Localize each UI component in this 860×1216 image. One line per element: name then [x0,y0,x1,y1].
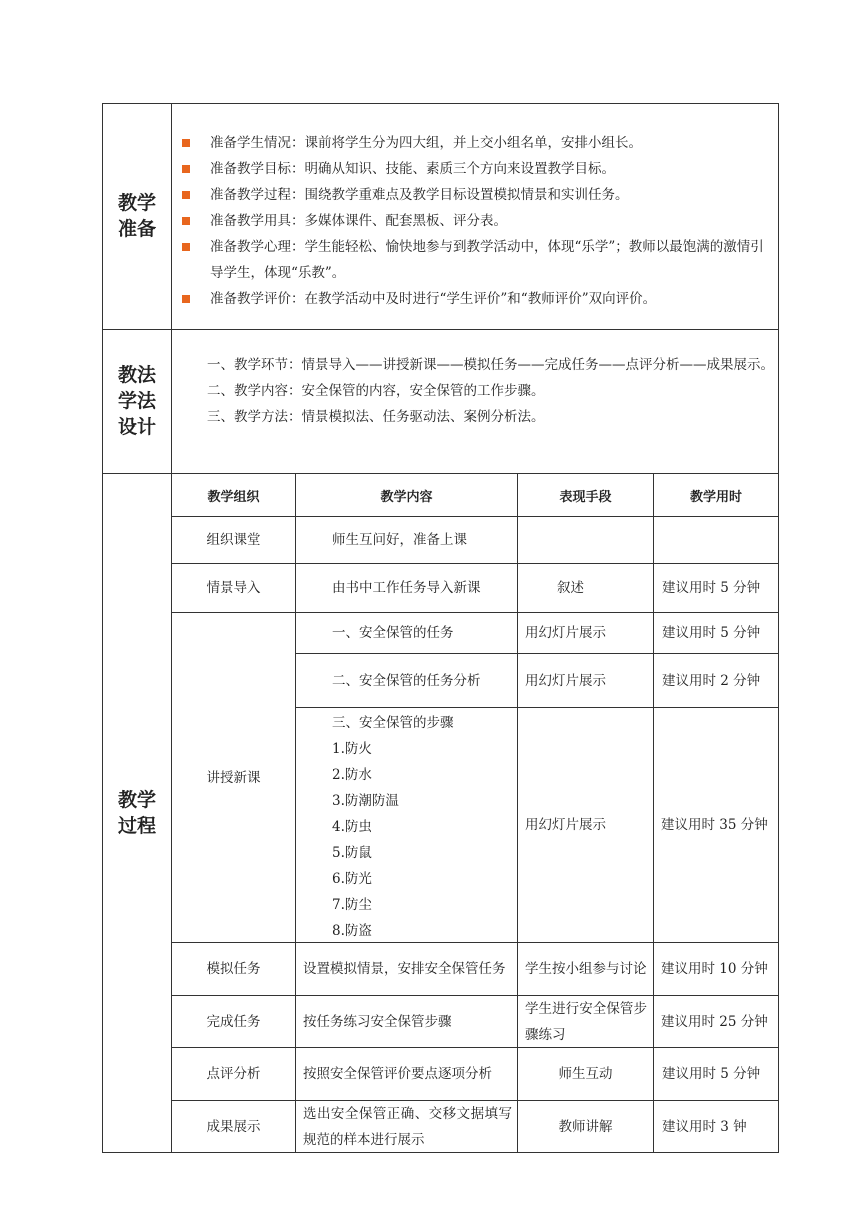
list-item: 准备教学目标：明确从知识、技能、素质三个方向来设置教学目标。 [182,156,774,182]
section-label-preparation: 教学 准备 [117,192,156,240]
time-cell: 建议用时 5 分钟 [662,625,761,641]
square-bullet-icon [182,165,190,173]
list-item: 2.防水 [332,767,372,783]
methods-text [180,352,774,430]
method-paragraph: 三、教学方法：情景模拟法、任务驱动法、案例分析法。 [207,409,545,425]
method-paragraph: 二、教学内容：安全保管的内容，安全保管的工作步骤。 [207,383,545,399]
list-item: 4.防虫 [332,819,372,835]
time-cell: 建议用时 3 钟 [662,1119,747,1135]
section-label-methods: 教法 学法 设计 [117,364,156,438]
section-label-process: 教学 过程 [117,789,156,837]
square-bullet-icon [182,243,190,251]
time-cell: 建议用时 35 分钟 [661,817,768,833]
org-cell: 组织课堂 [206,532,261,548]
col-line [653,473,654,1153]
list-item: 7.防尘 [332,897,372,913]
org-cell: 完成任务 [206,1013,261,1030]
time-cell [662,517,772,563]
col-line [295,473,296,1153]
list-item: 5.防鼠 [332,845,372,861]
time-cell: 建议用时 5 分钟 [662,1066,761,1082]
list-item: 3.防潮防温 [332,793,399,809]
content-cell: 按任务练习安全保管步骤 [303,1013,452,1030]
org-cell: 点评分析 [206,1066,261,1082]
means-cell: 叙述 [557,580,584,596]
content-cell: 设置模拟情景，安排安全保管任务 [303,961,506,977]
time-cell: 建议用时 2 分钟 [662,672,761,689]
time-cell: 建议用时 25 分钟 [661,1013,768,1030]
content-cell: 师生互问好，准备上课 [332,532,467,548]
means-cell: 用幻灯片展示 [525,625,606,641]
means-cell [518,517,653,563]
means-cell: 师生互动 [558,1066,613,1082]
content-cell: 由书中工作任务导入新课 [332,580,481,596]
list-item: 准备教学过程：围绕教学重难点及教学目标设置模拟情景和实训任务。 [182,182,774,208]
list-item: 准备教学心理：学生能轻松、愉快地参与到教学活动中，体现“乐学”；教师以最饱满的激情引导学生，体现“乐教”。 [182,234,774,286]
time-cell: 建议用时 5 分钟 [662,580,761,596]
steps-heading: 三、安全保管的步骤 [332,715,454,731]
square-bullet-icon [182,191,190,199]
column-header-means: 表现手段 [559,489,612,505]
list-item: 6.防光 [332,871,372,887]
list-item: 准备教学评价：在教学活动中及时进行“学生评价”和“教师评价”双向评价。 [182,286,774,312]
means-cell: 用幻灯片展示 [525,672,606,689]
list-item: 1.防火 [332,741,372,757]
org-cell: 情景导入 [206,580,261,596]
content-cell: 按照安全保管评价要点逐项分析 [303,1066,492,1082]
square-bullet-icon [182,217,190,225]
org-cell: 成果展示 [206,1119,261,1135]
content-cell: 选出安全保管正确、交移文据填写规范的样本进行展示 [303,1106,512,1148]
means-cell: 教师讲解 [558,1119,613,1135]
list-item: 8.防盗 [332,923,372,939]
method-paragraph: 一、教学环节：情景导入——讲授新课——模拟任务——完成任务——点评分析——成果展示。 [207,357,774,373]
means-cell: 学生按小组参与讨论 [525,961,647,977]
list-item: 准备教学用具：多媒体课件、配套黑板、评分表。 [182,208,774,234]
time-cell: 建议用时 10 分钟 [661,961,768,977]
column-header-time: 教学用时 [689,489,742,505]
org-cell: 模拟任务 [206,961,261,977]
means-cell: 学生进行安全保管步骤练习 [525,1000,647,1043]
preparation-list [182,130,774,312]
column-header-organization: 教学组织 [207,489,260,505]
square-bullet-icon [182,139,190,147]
column-header-content: 教学内容 [380,489,433,505]
content-cell: 一、安全保管的任务 [332,625,454,641]
means-cell: 用幻灯片展示 [525,817,606,833]
list-item: 准备学生情况：课前将学生分为四大组，并上交小组名单，安排小组长。 [182,130,774,156]
org-cell: 讲授新课 [206,769,261,786]
steps-list [332,710,454,944]
square-bullet-icon [182,295,190,303]
section-divider-1 [102,329,779,330]
content-cell: 二、安全保管的任务分析 [332,672,481,689]
